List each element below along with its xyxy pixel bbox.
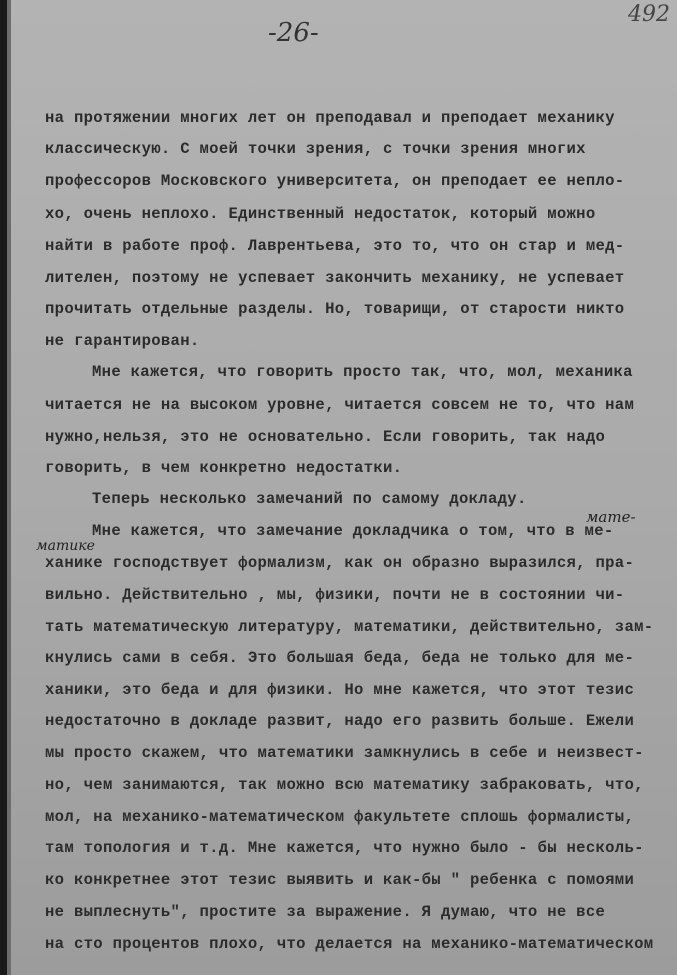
text-line: ханики, это беда и для физики. Но мне кажется, что этот тезис — [45, 681, 635, 699]
text-line: но, чем занимаются, так можно всю математику забраковать, что, — [45, 776, 644, 794]
text-line: ко конкретнее этот тезис выявить и как-бы " ребенка с помоями — [45, 871, 635, 889]
text-line: читается не на высоком уровне, читается совсем не то, что нам — [45, 396, 635, 414]
text-line: прочитать отдельные разделы. Но, товарищи, от старости никто — [45, 300, 625, 318]
handwritten-correction: мате- — [586, 508, 636, 526]
text-line: мол, на механико-математическом факультете сплошь формалисты, — [45, 808, 635, 826]
text-line: найти в работе проф. Лаврентьева, это то, что он стар и мед- — [45, 237, 625, 255]
text-line: Мне кажется, что говорить просто так, что, мол, механика — [92, 363, 633, 381]
text-line: нужно,нельзя, это не основательно. Если говорить, так надо — [45, 428, 606, 446]
text-line: Теперь несколько замечаний по самому докладу. — [92, 490, 527, 508]
text-line: не выплеснуть", простите за выражение. Я думаю, что не все — [45, 903, 606, 921]
handwritten-margin-note: матике — [36, 538, 95, 554]
text-line: там топология и т.д. Мне кажется, что нужно было - бы несколь- — [45, 839, 644, 857]
text-line: профессоров Московского университета, он преподает ее непло- — [45, 172, 625, 190]
text-line: на сто процентов плохо, что делается на механико-математическом — [45, 935, 654, 953]
text-line: не гарантирован. — [45, 332, 200, 350]
archive-number: 492 — [628, 2, 670, 27]
text-line: тать математическую литературу, математики, действительно, зам- — [45, 618, 654, 636]
text-line: лителен, поэтому не успевает закончить механику, не успевает — [45, 269, 625, 287]
text-line: недостаточно в докладе развит, надо его развить больше. Ежели — [45, 712, 635, 730]
text-line: Мне кажется, что замечание докладчика о том, что в ме- — [92, 522, 614, 540]
page-number: -26- — [268, 18, 319, 48]
text-line: вильно. Действительно , мы, физики, почти не в состоянии чи- — [45, 586, 625, 604]
text-line: кнулись сами в себя. Это большая беда, беда не только для ме- — [45, 649, 635, 667]
scan-left-edge — [0, 0, 7, 975]
text-line: мы просто скажем, что математики замкнулись в себе и неизвест- — [45, 744, 644, 762]
text-line: на протяжении многих лет он преподавал и преподает механику — [45, 109, 615, 127]
scan-edge-shadow — [7, 0, 11, 975]
text-line: классическую. С моей точки зрения, с точки зрения многих — [45, 140, 586, 158]
text-line: ханике господствует формализм, как он образно выразился, пра- — [45, 554, 635, 572]
text-line: хо, очень неплохо. Единственный недостаток, который можно — [45, 205, 596, 223]
text-line: говорить, в чем конкретно недостатки. — [45, 459, 403, 477]
